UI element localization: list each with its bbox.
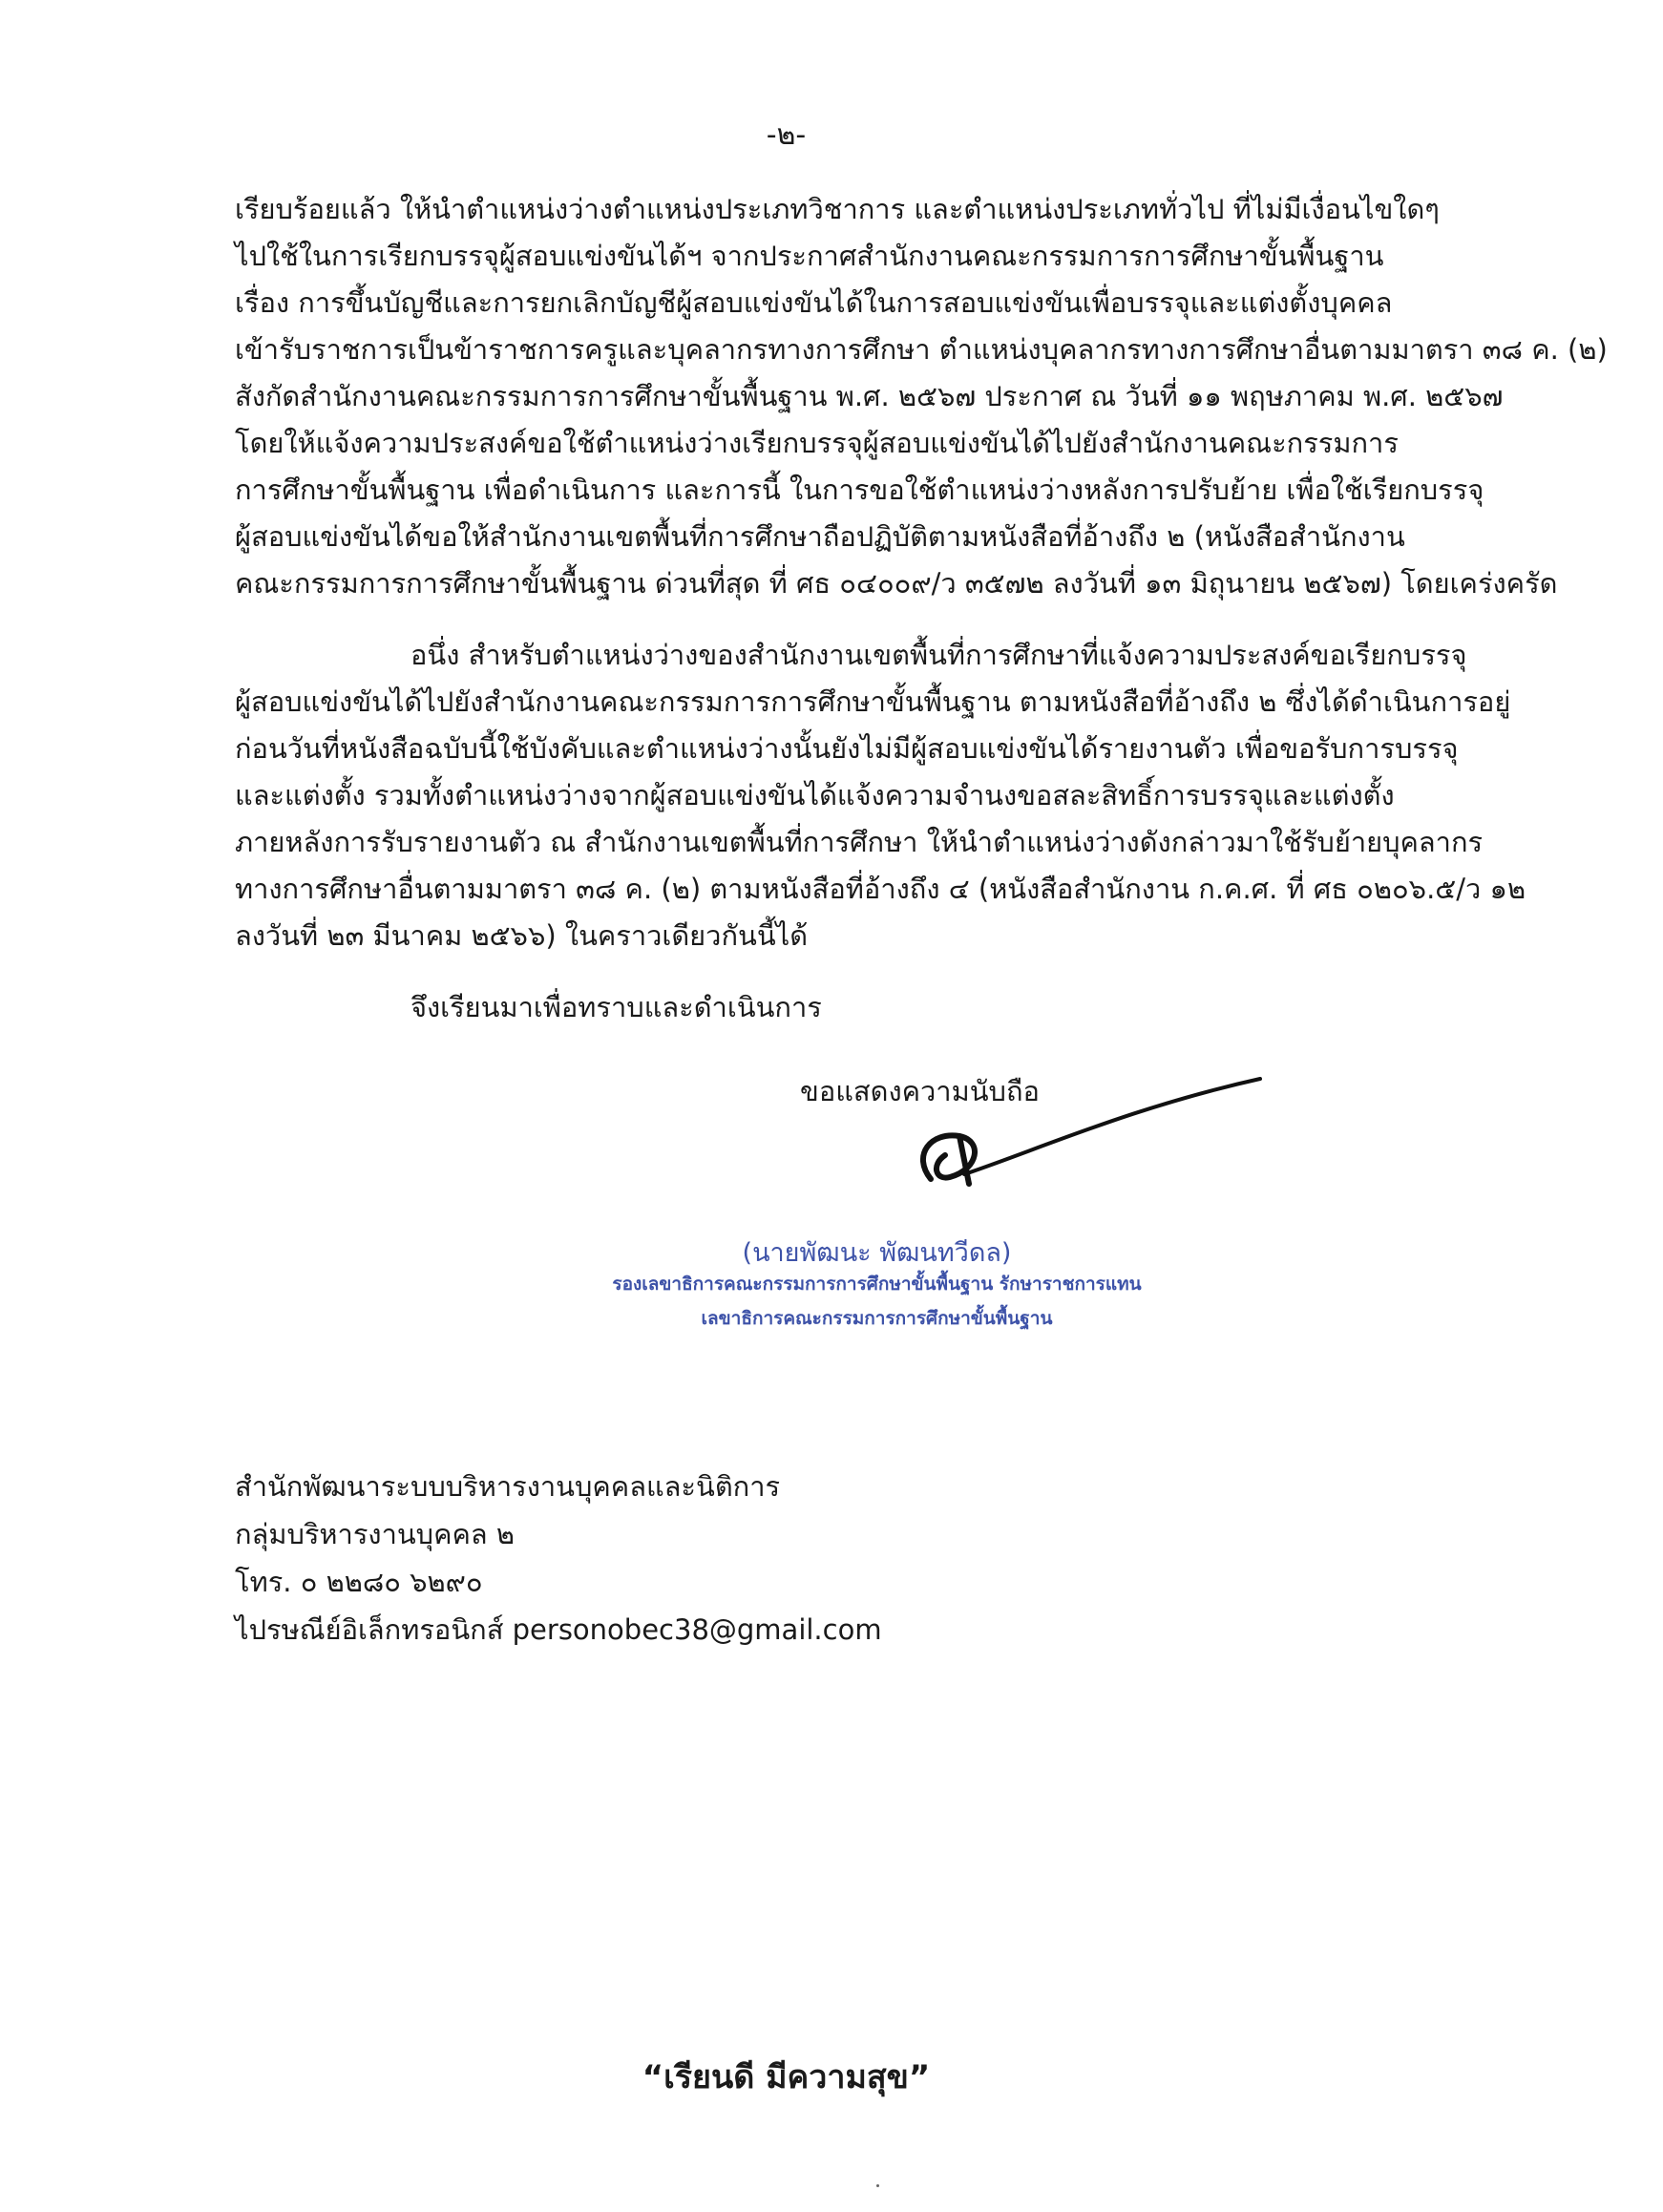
scan-speck: [876, 2184, 879, 2187]
paragraph-line: ทางการศึกษาอื่นตามมาตรา ๓๘ ค. (๒) ตามหนังสือที่อ้างถึง ๔ (หนังสือสำนักงาน ก.ค.ศ. ที่ ศธ ๐๒๐๖.๕/ว ๑๒: [235, 873, 1526, 905]
paragraph-line: คณะกรรมการการศึกษาขั้นพื้นฐาน ด่วนที่สุด ที่ ศธ ๐๔๐๐๙/ว ๓๕๗๒ ลงวันที่ ๑๓ มิถุนายน ๒๕๖๗) โดยเคร่งครัด: [235, 567, 1558, 600]
paragraph-line: โดยให้แจ้งความประสงค์ขอใช้ตำแหน่งว่างเรียกบรรจุผู้สอบแข่งขันได้ไปยังสำนักงานคณะกรรมการ: [235, 427, 1399, 459]
paragraph-line: อนึ่ง สำหรับตำแหน่งว่างของสำนักงานเขตพื้นที่การศึกษาที่แจ้งความประสงค์ขอเรียกบรรจุ: [410, 639, 1467, 671]
paragraph-line: เรียบร้อยแล้ว ให้นำตำแหน่งว่างตำแหน่งประเภทวิชาการ และตำแหน่งประเภททั่วไป ที่ไม่มีเงื่อนไขใดๆ: [235, 193, 1440, 225]
motto: “เรียนดี มีความสุข”: [642, 2058, 931, 2096]
paragraph-line: การศึกษาขั้นพื้นฐาน เพื่อดำเนินการ และการนี้ ในการขอใช้ตำแหน่งว่างหลังการปรับย้าย เพื่อใช้เรียกบรรจุ: [235, 474, 1484, 506]
signer-title: เลขาธิการคณะกรรมการการศึกษาขั้นพื้นฐาน: [701, 1308, 1053, 1329]
regards-line: ขอแสดงความนับถือ: [800, 1075, 1040, 1107]
contact-block: [235, 1463, 882, 1654]
email-address: ไปรษณีย์อิเล็กทรอนิกส์ personobec38@gmail.com: [235, 1613, 882, 1646]
paragraph-line: ลงวันที่ ๒๓ มีนาคม ๒๕๖๖) ในคราวเดียวกันนี้ได้: [235, 919, 809, 952]
group-name: กลุ่มบริหารงานบุคคล ๒: [235, 1518, 515, 1550]
paragraph-line: ผู้สอบแข่งขันได้ขอให้สำนักงานเขตพื้นที่การศึกษาถือปฏิบัติตามหนังสือที่อ้างถึง ๒ (หนังสือสำนักงาน: [235, 520, 1405, 553]
page-number: -๒-: [766, 118, 807, 152]
paragraph-line: ภายหลังการรับรายงานตัว ณ สำนักงานเขตพื้นที่การศึกษา ให้นำตำแหน่งว่างดังกล่าวมาใช้รับย้ายบุคลากร: [235, 826, 1484, 858]
paragraph-line: สังกัดสำนักงานคณะกรรมการการศึกษาขั้นพื้นฐาน พ.ศ. ๒๕๖๗ ประกาศ ณ วันที่ ๑๑ พฤษภาคม พ.ศ. ๒๕๖๗: [235, 380, 1504, 412]
paragraph-line: เรื่อง การขึ้นบัญชีและการยกเลิกบัญชีผู้สอบแข่งขันได้ในการสอบแข่งขันเพื่อบรรจุและแต่งตั้งบุคคล: [235, 286, 1393, 319]
body-paragraph-2: [235, 632, 1526, 959]
office-name: สำนักพัฒนาระบบบริหารงานบุคคลและนิติการ: [235, 1470, 781, 1503]
phone-number: โทร. ๐ ๒๒๘๐ ๖๒๙๐: [235, 1566, 483, 1598]
paragraph-line: เข้ารับราชการเป็นข้าราชการครูและบุคลากรทางการศึกษา ตำแหน่งบุคลากรทางการศึกษาอื่นตามมาตรา ๓๘ ค. (๒): [235, 333, 1608, 366]
paragraph-line: และแต่งตั้ง รวมทั้งตำแหน่งว่างจากผู้สอบแข่งขันได้แจ้งความจำนงขอสละสิทธิ์การบรรจุและแต่งตั้ง: [235, 779, 1395, 811]
body-paragraph-1: [235, 186, 1608, 607]
signer-name: (นายพัฒนะ พัฒนทวีดล): [742, 1238, 1012, 1268]
signature-image: [893, 1064, 1274, 1217]
closing-statement: จึงเรียนมาเพื่อทราบและดำเนินการ: [410, 991, 822, 1023]
paragraph-line: ผู้สอบแข่งขันได้ไปยังสำนักงานคณะกรรมการการศึกษาขั้นพื้นฐาน ตามหนังสือที่อ้างถึง ๒ ซึ่งได้ดำเนินการอยู่: [235, 685, 1511, 718]
paragraph-line: ก่อนวันที่หนังสือฉบับนี้ใช้บังคับและตำแหน่งว่างนั้นยังไม่มีผู้สอบแข่งขันได้รายงานตัว เพื่อขอรับการบรรจุ: [235, 732, 1459, 765]
paragraph-line: ไปใช้ในการเรียกบรรจุผู้สอบแข่งขันได้ฯ จากประกาศสำนักงานคณะกรรมการการศึกษาขั้นพื้นฐาน: [235, 240, 1384, 272]
signer-title: รองเลขาธิการคณะกรรมการการศึกษาขั้นพื้นฐาน รักษาราชการแทน: [612, 1274, 1142, 1295]
